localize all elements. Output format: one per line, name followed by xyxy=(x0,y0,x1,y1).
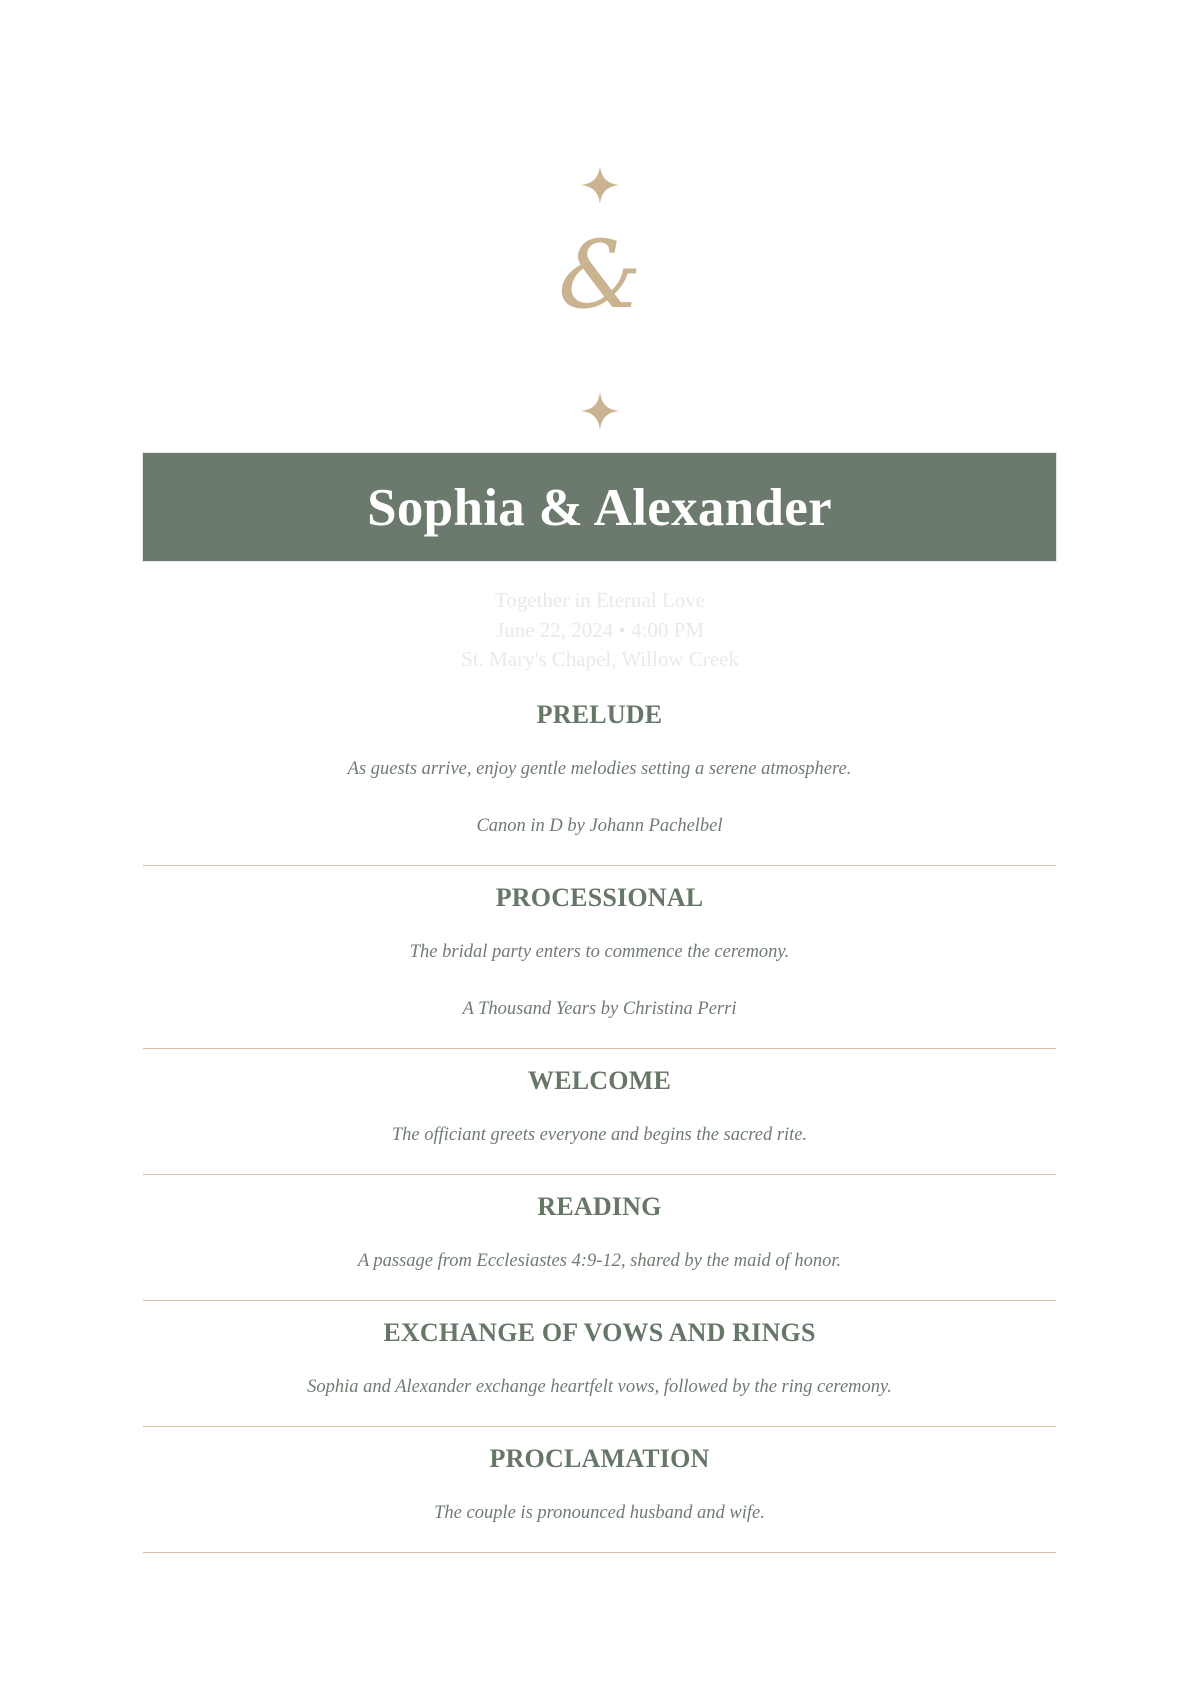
program-section-welcome xyxy=(143,1049,1056,1175)
ampersand-ornament: & xyxy=(558,221,642,330)
section-title: READING xyxy=(537,1192,662,1221)
couple-names-title: Sophia & Alexander xyxy=(367,478,832,537)
tagline: Together in Eternal Love xyxy=(494,588,706,612)
ceremony-program xyxy=(143,686,1056,1553)
date-time: June 22, 2024 • 4:00 PM xyxy=(495,617,705,642)
program-section-reading xyxy=(143,1175,1056,1301)
section-music-piece: A Thousand Years by Christina Perri xyxy=(462,999,737,1019)
section-title: PROCESSIONAL xyxy=(495,883,704,912)
section-title: EXCHANGE OF VOWS AND RINGS xyxy=(383,1318,816,1347)
program-section-proclamation xyxy=(143,1427,1056,1553)
section-description: Sophia and Alexander exchange heartfelt vows, followed by the ring ceremony. xyxy=(307,1377,892,1397)
section-title: PROCLAMATION xyxy=(489,1444,710,1473)
four-point-star-icon xyxy=(581,166,619,204)
section-description: A passage from Ecclesiastes 4:9-12, shared by the maid of honor. xyxy=(357,1251,842,1271)
event-details xyxy=(0,586,1200,675)
title-banner xyxy=(143,453,1056,561)
section-description: The couple is pronounced husband and wife. xyxy=(434,1503,765,1523)
program-section-processional xyxy=(143,866,1056,1049)
bottom-star-ornament xyxy=(0,392,1200,430)
venue: St. Mary's Chapel, Willow Creek xyxy=(461,647,739,671)
four-point-star-icon xyxy=(581,392,619,430)
section-description: As guests arrive, enjoy gentle melodies setting a serene atmosphere. xyxy=(347,759,852,779)
section-description: The bridal party enters to commence the ceremony. xyxy=(409,942,790,962)
section-title: WELCOME xyxy=(528,1066,671,1095)
section-music-piece: Canon in D by Johann Pachelbel xyxy=(476,816,723,836)
section-title: PRELUDE xyxy=(536,700,663,729)
section-description: The officiant greets everyone and begins the sacred rite. xyxy=(391,1125,808,1145)
top-star-ornament xyxy=(0,166,1200,204)
program-section-prelude xyxy=(143,686,1056,866)
program-section-vows xyxy=(143,1301,1056,1427)
